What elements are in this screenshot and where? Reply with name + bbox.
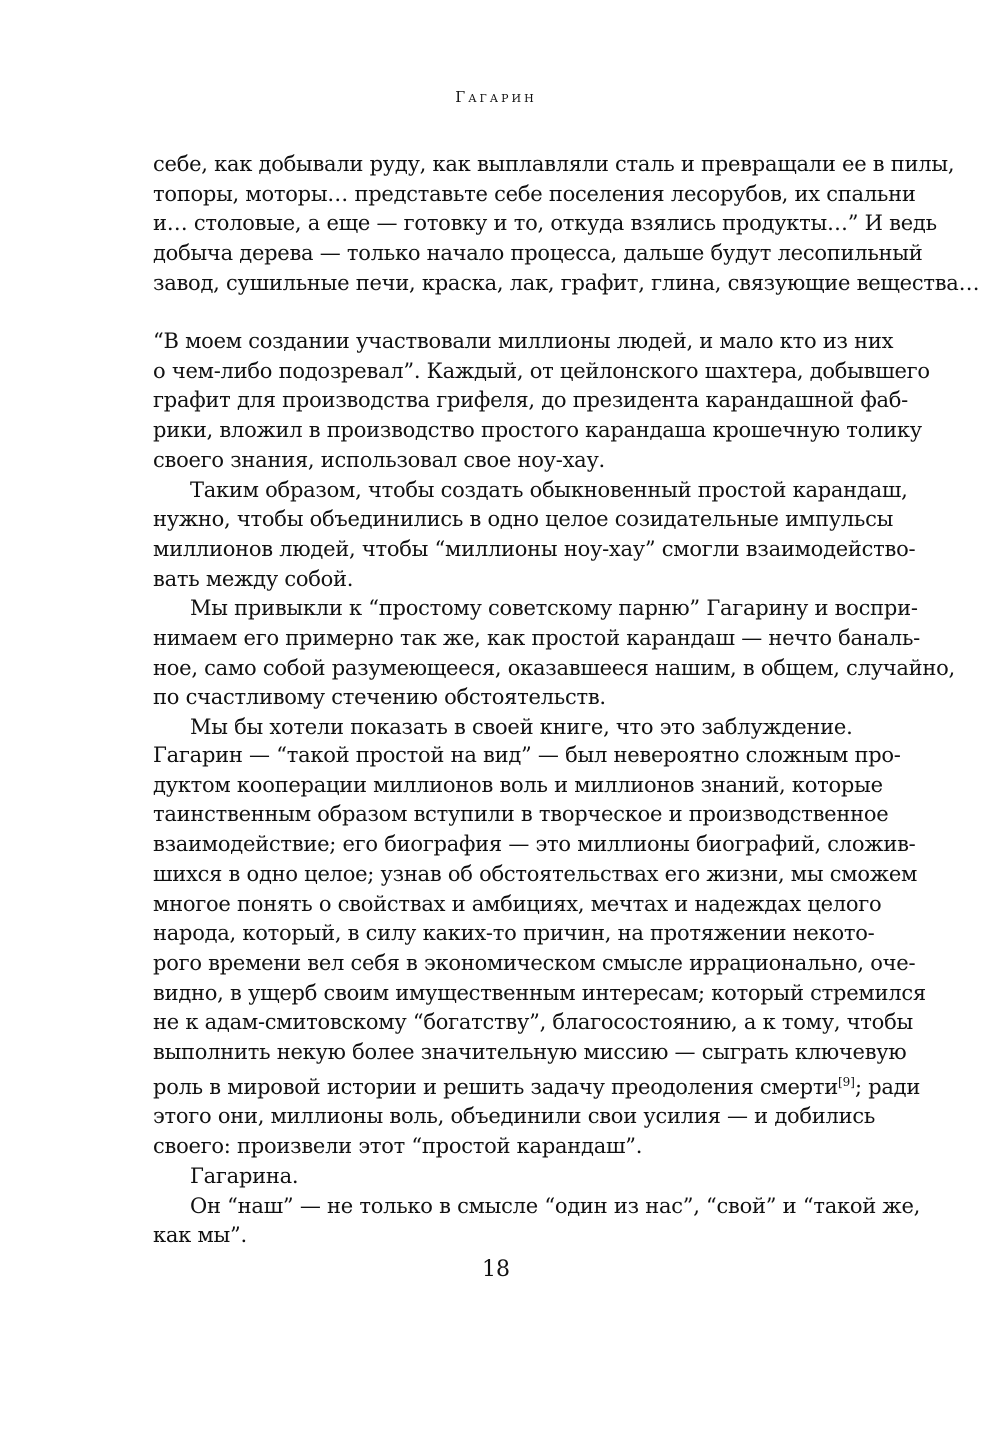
text-line: миллионов людей, чтобы “миллионы ноу-хау” смогли взаимодейство- [153,536,916,561]
text-line: Мы привыкли к “простому советскому парню” Гагарину и воспри- [190,596,918,621]
text-line: и… столовые, а еще — готовку и то, откуда взялись продукты…” И ведь [153,211,937,236]
text-line: себе, как добывали руду, как выплавляли сталь и превращали ее в пилы, [153,152,955,176]
text-line: дуктом кооперации миллионов воль и миллионов знаний, которые [153,772,883,797]
page-number: 18 [482,1257,510,1282]
text-line: Он “наш” — не только в смысле “один из нас”, “свой” и “такой же, [190,1193,921,1218]
text-line: по счастливому стечению обстоятельств. [153,685,606,710]
text-line: таинственным образом вступили в творческое и производственное [153,802,889,827]
text-line: выполнить некую более значительную миссию — сыграть ключевую [153,1040,907,1065]
text-line: этого они, миллионы воль, объединили свои усилия — и добились [153,1104,876,1129]
text-line: не к адам-смитовскому “богатству”, благосостоянию, а к тому, чтобы [153,1010,913,1035]
text-line: Гагарина. [190,1163,299,1188]
text-line: “В моем создании участвовали миллионы людей, и мало кто из них [153,329,894,353]
text-line: вать между собой. [153,566,354,591]
running-header: Гагарин [455,88,537,106]
text-block-1 [153,150,980,299]
text-line: народа, который, в силу каких-то причин, на протяжении некото- [153,921,875,946]
text-line: добыча дерева — только начало процесса, дальше будут лесопильный [153,241,923,266]
text-line: своего: произвели этот “простой карандаш”. [153,1134,643,1159]
text-line: многое понять о свойствах и амбициях, мечтах и надеждах целого [153,891,882,916]
text-line: о чем-либо подозревал”. Каждый, от цейлонского шахтера, добывшего [153,358,930,383]
footnote-reference[interactable]: [9] [837,1074,855,1089]
text-block-2 [153,327,955,743]
text-fragment: роль в мировой истории и решить задачу преодоления смерти [153,1074,838,1099]
text-fragment: ; ради [854,1074,921,1099]
text-line-with-footnote [153,1068,921,1103]
text-line: Гагарин — “такой простой на вид” — был невероятно сложным про- [153,743,901,767]
text-line: взаимодействие; его биография — это миллионы биографий, сложив- [153,832,916,857]
text-line: видно, в ущерб своим имущественным интересам; который стремился [153,980,926,1005]
text-line: рого времени вел себя в экономическом смысле иррационально, оче- [153,950,916,975]
text-line: топоры, моторы… представьте себе поселения лесорубов, их спальни [153,181,916,206]
text-line: своего знания, использовал свое ноу-хау. [153,447,605,472]
text-line: как мы”. [153,1223,247,1248]
text-line: Таким образом, чтобы создать обыкновенный простой карандаш, [190,477,908,502]
text-line: шихся в одно целое; узнав об обстоятельствах его жизни, мы сможем [153,861,918,886]
text-line: ное, само собой разумеющееся, оказавшееся нашим, в общем, случайно, [153,655,955,680]
text-line: нимаем его примерно так же, как простой карандаш — нечто баналь- [153,626,920,651]
text-line: завод, сушильные печи, краска, лак, графит, глина, связующие вещества… [153,270,980,295]
text-line: Мы бы хотели показать в своей книге, что это заблуждение. [190,715,853,740]
text-line: нужно, чтобы объединились в одно целое созидательные импульсы [153,507,894,532]
text-block-3 [153,741,926,1251]
text-line: рики, вложил в производство простого карандаша крошечную толику [153,418,922,443]
text-line: графит для производства грифеля, до президента карандашной фаб- [153,388,909,413]
